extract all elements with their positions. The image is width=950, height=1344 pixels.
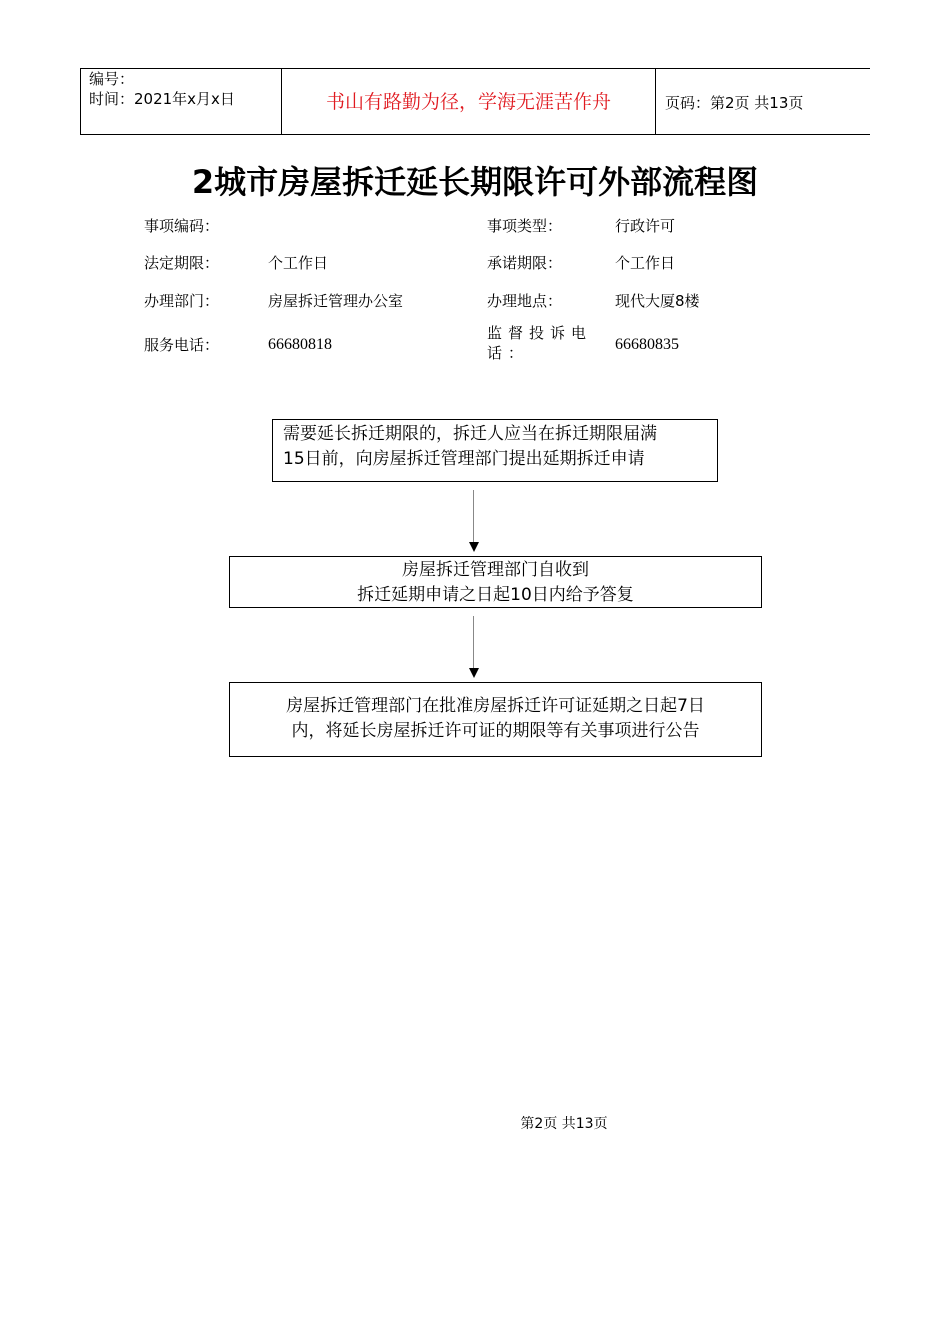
flow-step-1-line-1: 需要延长拆迁期限的，拆迁人应当在拆迁期限届满 [283,424,657,444]
header-page-info: 页码：第2页 共13页 [665,94,804,112]
legal-limit-label: 法定期限： [144,254,220,272]
flow-arrow-line [473,616,474,668]
flow-step-1 [272,419,718,482]
item-code-label: 事项编码： [144,217,220,235]
promised-limit-value: 个工作日 [615,254,676,272]
flow-step-2 [229,556,762,608]
flow-step-2-line-1: 房屋拆迁管理部门自收到 [402,560,589,580]
flow-step-1-line-2: 15日前，向房屋拆迁管理部门提出延期拆迁申请 [283,449,645,469]
complaint-phone-value: 66680835 [615,336,679,353]
service-phone-value: 66680818 [268,336,332,353]
number-label: 编号： [89,70,135,88]
header-table [80,68,870,135]
location-label: 办理地点： [487,292,563,310]
item-type-value: 行政许可 [615,217,676,235]
complaint-phone-label: 监督投诉电话： [487,324,593,362]
flow-step-3-line-1: 房屋拆迁管理部门在批准房屋拆迁许可证延期之日起7日 [286,696,705,716]
service-phone-label: 服务电话： [144,336,220,354]
legal-limit-value: 个工作日 [268,254,329,272]
item-type-label: 事项类型： [487,217,563,235]
arrow-down-icon [469,668,479,678]
flow-step-2-line-2: 拆迁延期申请之日起10日内给予答复 [357,585,634,605]
page-title: 2城市房屋拆迁延长期限许可外部流程图 [191,163,759,201]
page-footer: 第2页 共13页 [520,1116,608,1132]
arrow-down-icon [469,542,479,552]
dept-label: 办理部门： [144,292,220,310]
flow-step-3-line-2: 内，将延长房屋拆迁许可证的期限等有关事项进行公告 [291,721,700,741]
promised-limit-label: 承诺期限： [487,254,563,272]
location-value: 现代大厦8楼 [615,292,700,310]
time-label: 时间：2021年x月x日 [89,90,235,108]
header-divider [655,69,656,134]
dept-value: 房屋拆迁管理办公室 [268,292,404,310]
flow-step-3 [229,682,762,757]
header-meta [89,69,235,109]
header-motto: 书山有路勤为径，学海无涯苦作舟 [325,91,611,113]
flow-arrow-line [473,490,474,542]
